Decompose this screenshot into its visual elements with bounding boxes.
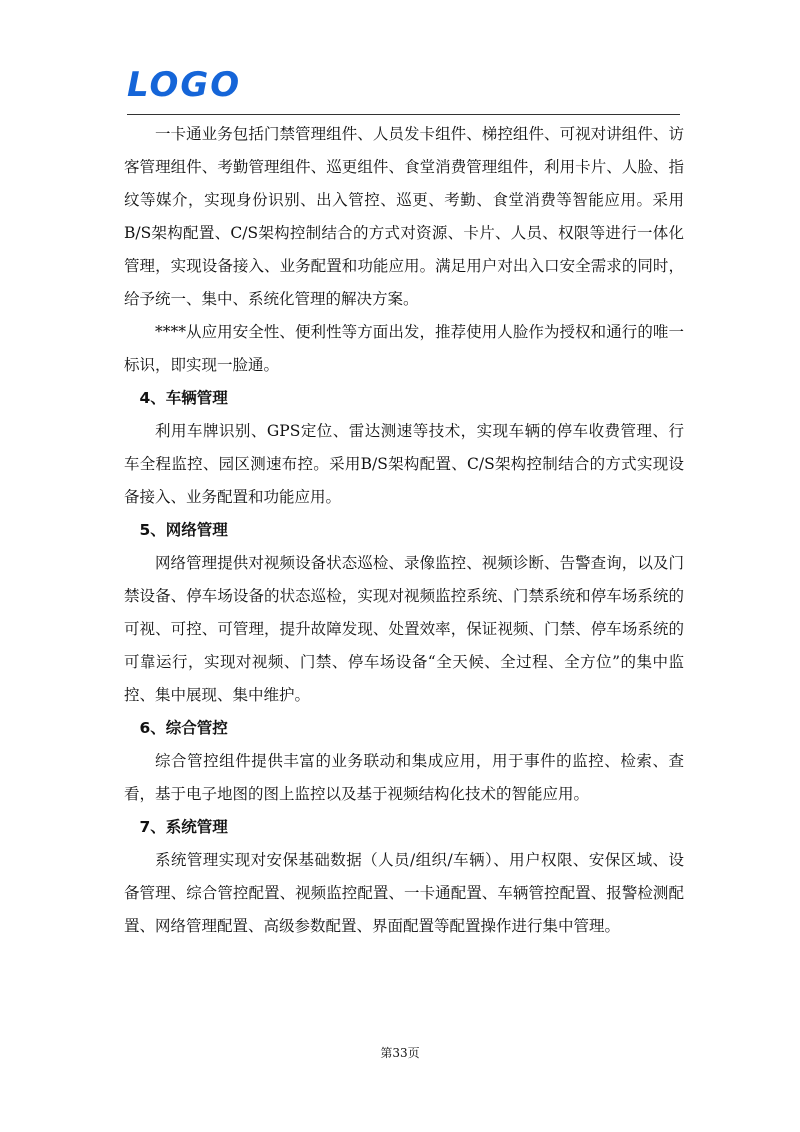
section-heading: 6、综合管控 (139, 719, 228, 737)
paragraph: 系统管理实现对安保基础数据（人员/组织/车辆）、用户权限、安保区域、设备管理、综合管控配置、视频监控配置、一卡通配置、车辆管控配置、报警检测配置、网络管理配置、高级参数配置、界面配置等配置操作进行集中管理。 (124, 851, 684, 935)
paragraph: 利用车牌识别、GPS定位、雷达测速等技术，实现车辆的停车收费管理、行车全程监控、园区测速布控。采用B/S架构配置、C/S架构控制结合的方式实现设备接入、业务配置和功能应用。 (124, 422, 684, 506)
header-divider (127, 114, 680, 115)
paragraph: ****从应用安全性、便利性等方面出发，推荐使用人脸作为授权和通行的唯一标识，即实现一脸通。 (124, 323, 684, 374)
logo: LOGO (127, 65, 242, 105)
section-heading: 4、车辆管理 (139, 389, 228, 407)
section-heading: 5、网络管理 (139, 521, 228, 539)
paragraph: 网络管理提供对视频设备状态巡检、录像监控、视频诊断、告警查询，以及门禁设备、停车场设备的状态巡检，实现对视频监控系统、门禁系统和停车场系统的可视、可控、可管理，提升故障发现、处置效率，保证视频、门禁、停车场系统的可靠运行，实现对视频、门禁、停车场设备“全天候、全过程、全方位”的集中监控、集中展现、集中维护。 (124, 554, 684, 704)
page-number: 第33页 (380, 1046, 420, 1060)
document-body (124, 118, 684, 943)
section-heading: 7、系统管理 (139, 818, 228, 836)
paragraph: 综合管控组件提供丰富的业务联动和集成应用，用于事件的监控、检索、查看，基于电子地图的图上监控以及基于视频结构化技术的智能应用。 (124, 752, 684, 803)
paragraph: 一卡通业务包括门禁管理组件、人员发卡组件、梯控组件、可视对讲组件、访客管理组件、考勤管理组件、巡更组件、食堂消费管理组件，利用卡片、人脸、指纹等媒介，实现身份识别、出入管控、巡更、考勤、食堂消费等智能应用。采用B/S架构配置、C/S架构控制结合的方式对资源、卡片、人员、权限等进行一体化管理，实现设备接入、业务配置和功能应用。满足用户对出入口安全需求的同时，给予统一、集中、系统化管理的解决方案。 (124, 125, 684, 308)
